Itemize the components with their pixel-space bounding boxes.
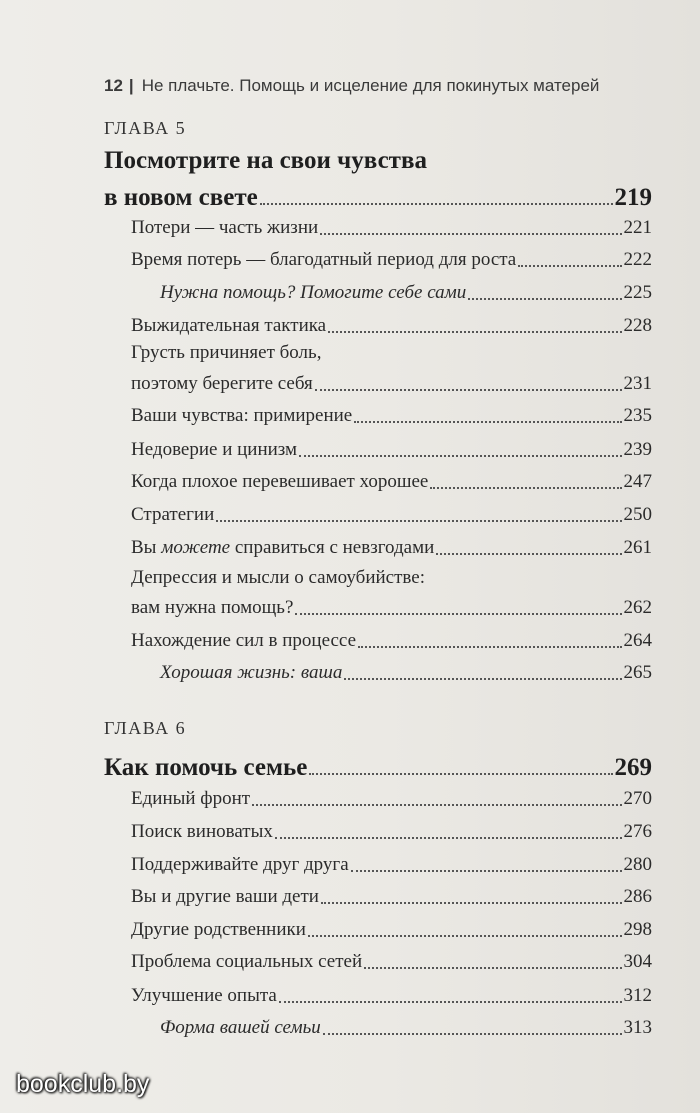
- toc-entry: [131, 400, 652, 430]
- toc-entry-text: вам нужна помощь?: [131, 597, 294, 618]
- toc-subentry: [160, 657, 652, 687]
- toc-entry-page: 221: [623, 217, 652, 238]
- toc-entry-page: 225: [623, 282, 652, 303]
- toc-entry: [131, 783, 652, 813]
- toc-entry: [131, 466, 652, 496]
- toc-entry-text: Проблема социальных сетей: [131, 951, 363, 972]
- toc-entry-page: 262: [623, 597, 652, 618]
- leader-dots: [436, 534, 621, 555]
- watermark-text: bookclub.by: [16, 1070, 150, 1098]
- toc-entry-page: 231: [623, 373, 652, 394]
- toc-entry-text: Когда плохое перевешивает хорошее: [131, 471, 429, 492]
- toc-subentry: [160, 277, 652, 307]
- toc-entry-text: Хорошая жизнь: ваша: [160, 662, 343, 683]
- toc-entry-text: Единый фронт: [131, 788, 251, 809]
- toc-entry: [131, 946, 652, 976]
- leader-dots: [364, 948, 621, 969]
- toc-entry-page: 304: [623, 951, 652, 972]
- leader-dots: [468, 279, 621, 300]
- toc-entry-text: поэтому берегите себя: [131, 373, 313, 394]
- leader-dots: [351, 851, 622, 872]
- running-head-separator: |: [128, 76, 134, 95]
- toc-entry-text: Потери — часть жизни: [131, 217, 319, 238]
- leader-dots: [430, 468, 621, 489]
- leader-dots: [309, 748, 612, 775]
- chapter-6-title: Как помочь семье: [104, 754, 308, 781]
- toc-entry-text: [131, 537, 434, 559]
- toc-entry-page: 312: [623, 985, 652, 1006]
- toc-entry-text: Недоверие и цинизм: [131, 439, 298, 460]
- leader-dots: [216, 501, 621, 522]
- toc-entry-page: 270: [623, 788, 652, 809]
- toc-entry-page: 261: [623, 537, 652, 558]
- toc-entry-text: Форма вашей семьи: [160, 1017, 321, 1038]
- toc-entry-page: 298: [623, 919, 652, 940]
- toc-chapter-5-title-line: [104, 178, 652, 211]
- chapter-6-page: 269: [614, 754, 652, 781]
- toc-entry: [131, 212, 652, 242]
- chapter-5-title: Посмотрите на свои чувства: [104, 147, 427, 174]
- toc-entry: [131, 816, 652, 846]
- leader-dots: [279, 982, 622, 1003]
- book-title: Не плачьте. Помощь и исцеление для покинутых матерей: [141, 76, 600, 95]
- toc-entry-text: Улучшение опыта: [131, 985, 277, 1006]
- running-head: [104, 76, 664, 96]
- toc-entry-text-line1: Депрессия и мысли о самоубийстве:: [131, 567, 425, 588]
- toc-entry: [131, 434, 652, 464]
- toc-entry-page: 247: [623, 471, 652, 492]
- toc-entry-text: Выжидательная тактика: [131, 315, 327, 336]
- toc-subentry: [160, 1012, 652, 1042]
- leader-dots: [299, 436, 621, 457]
- toc-entry: [131, 532, 652, 562]
- toc-entry-text: Другие родственники: [131, 919, 306, 940]
- leader-dots: [328, 312, 621, 333]
- toc-entry-page: 222: [623, 249, 652, 270]
- toc-entry-text: Поддерживайте друг друга: [131, 854, 349, 875]
- toc-entry: [131, 881, 652, 911]
- toc-entry: [131, 368, 652, 398]
- toc-entry-page: 228: [623, 315, 652, 336]
- toc-entry-page: 276: [623, 821, 652, 842]
- leader-dots: [320, 214, 621, 235]
- toc-entry-text-emphasis: можете: [161, 537, 231, 558]
- toc-entry: [131, 980, 652, 1010]
- leader-dots: [358, 627, 621, 648]
- leader-dots: [323, 1014, 622, 1035]
- toc-chapter-6-title-line: [104, 748, 652, 781]
- page-number: 12: [104, 76, 123, 95]
- toc-entry-page: 250: [623, 504, 652, 525]
- chapter-6-label: ГЛАВА 6: [104, 718, 187, 738]
- leader-dots: [295, 594, 621, 615]
- toc-entry-text: Вы и другие ваши дети: [131, 886, 319, 907]
- toc-entry: [131, 244, 652, 274]
- leader-dots: [260, 178, 613, 205]
- toc-entry-text: Ваши чувства: примирение: [131, 405, 353, 426]
- toc-entry: [131, 592, 652, 622]
- toc-entry-text: Стратегии: [131, 504, 215, 525]
- toc-entry-text: Нахождение сил в процессе: [131, 630, 357, 651]
- chapter-5-label: ГЛАВА 5: [104, 118, 187, 138]
- toc-entry: [131, 499, 652, 529]
- leader-dots: [321, 883, 622, 904]
- toc-entry-page: 265: [623, 662, 652, 683]
- toc-entry-page: 286: [623, 886, 652, 907]
- toc-entry: [131, 310, 652, 340]
- toc-entry-page: 313: [623, 1017, 652, 1038]
- toc-entry: [131, 625, 652, 655]
- leader-dots: [308, 916, 622, 937]
- toc-entry-page: 280: [623, 854, 652, 875]
- toc-entry-text: Время потерь — благодатный период для роста: [131, 249, 517, 270]
- leader-dots: [344, 659, 621, 680]
- leader-dots: [315, 370, 622, 391]
- toc-entry: [131, 914, 652, 944]
- leader-dots: [518, 246, 621, 267]
- toc-entry: [131, 849, 652, 879]
- chapter-5-page: 219: [614, 184, 652, 211]
- toc-entry-page: 264: [623, 630, 652, 651]
- toc-entry-page: 235: [623, 405, 652, 426]
- leader-dots: [275, 818, 622, 839]
- leader-dots: [354, 402, 621, 423]
- chapter-5-title-line2: в новом свете: [104, 184, 258, 211]
- toc-entry-text-suffix: справиться с невзгодами: [230, 537, 435, 558]
- toc-entry-page: 239: [623, 439, 652, 460]
- toc-entry-text: Поиск виноватых: [131, 821, 273, 842]
- leader-dots: [252, 785, 621, 806]
- toc-entry-text-prefix: Вы: [131, 537, 162, 558]
- toc-entry-text: Нужна помощь? Помогите себе сами: [160, 282, 467, 303]
- toc-entry-text-line1: Грусть причиняет боль,: [131, 342, 322, 363]
